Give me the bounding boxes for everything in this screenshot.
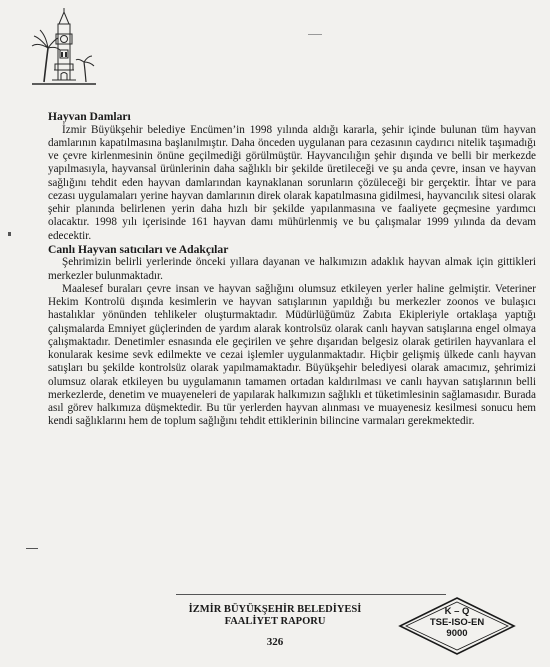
footer-line1: İZMİR BÜYÜKŞEHİR BELEDİYESİ (188, 604, 362, 615)
footer-publisher (150, 604, 400, 628)
page-number: 326 (266, 636, 284, 648)
footer-line2: FAALİYET RAPORU (224, 616, 326, 627)
tse-iso-badge (398, 606, 516, 639)
scan-speck (308, 34, 322, 35)
section-heading: Canlı Hayvan satıcıları ve Adakçılar (48, 242, 229, 256)
badge-line2: TSE-ISO-EN (429, 617, 485, 628)
izmir-clock-tower-logo-icon (28, 4, 100, 88)
badge-line1: K – Q (444, 606, 470, 617)
badge-line3: 9000 (446, 628, 468, 639)
section-paragraph: Maalesef buraları çevre insan ve hayvan sağlığını olumsuz etkileyen yerler haline gelmiştir. Veteriner Hekim Kontrolü dışında kesimlerin ve hayvan satışlarının yapıldığı bu merkezler zoonos ve bulaşıcı hastalıklar yönünden tehlikeler oluşturmaktadır. Müdürlüğümüz Zabıta Ekipleriyle ortaklaşa yaptığı çalışmalarda Emniyet güçlerinden de yardım alarak kontrolsüz olarak canlı hayvan satışlarına engel olmaya çalışmaktadır. Denetimler esnasında ele geçirilen ve şehre dışarıdan belgesiz olarak getirilen hayvanlara el konularak kesime sevk edilmekte ve cezai işlemler uygulanmaktadır. Hiçbir gelişmiş ülkede canlı hayvan satışları bu şekilde kontrolsüz olarak yapılmamaktadır. Büyükşehir belediyesi olarak amacımız, şehrimizi olumsuz olarak etkileyen bu uygulamanın tamamen ortadan kaldırılması ve canlı hayvan satışlarının belli merkezlerde, denetim ve muayeneleri de yapılarak halkımızın sağlıklı et tüketimlesinin sağlamasıdır. Burada asıl görev halkımıza düşmektedir. Bu tür yerlerden hayvan alınması ve muayenesiz kesilmesi sonucu hem kendi sağlıklarını hem de toplum sağlığını tehdit ettiklerinin bilincine varmaları gerekmektedir. (48, 282, 536, 428)
section-paragraph: İzmir Büyükşehir belediye Encümen’in 1998 yılında aldığı kararla, şehir içinde bulunan tüm hayvan damlarının kapatılmasına başlanılmıştır. Daha önceden uygulanan para cezasının caydırıcı nitelik taşımadığı ve çevre kirlenmesinin önüne geçilmediği görülmüştür. Hayvancılığın şehir dışında ve belli bir merkezde yapılmasıyla, hayvansal ürünlerinin daha sağlıklı bir şekilde üretileceği ve şu anda çevre, insan ve hayvan sağlığını tehdit eden hayvan damlarından kaynaklanan sorunların çözüleceği bir gerçektir. İhtar ve para cezası uygulamaları yerine hayvan damlarının direk olarak kapatılmasına gidilmesi, hayvancılık sitesi olarak şehir planında belirlenen yerin daha hızlı bir şekilde yapılanmasına ve faaliyete geçmesine yardımcı olacaktır. 1998 yılı içerisinde 161 hayvan damı mühürlenmiş ve bu çalışmalar 1999 yılında da devam edecektir. (48, 123, 536, 242)
footer-divider (176, 594, 446, 595)
section-heading: Hayvan Damları (48, 110, 131, 123)
section-paragraph: Şehrimizin belirli yerlerinde önceki yıllara dayanan ve halkımızın adaklık hayvan almak için gittikleri merkezler bulunmaktadır. (48, 256, 536, 282)
scan-speck (26, 548, 38, 549)
scan-speck (8, 232, 11, 236)
body-text (48, 110, 536, 429)
